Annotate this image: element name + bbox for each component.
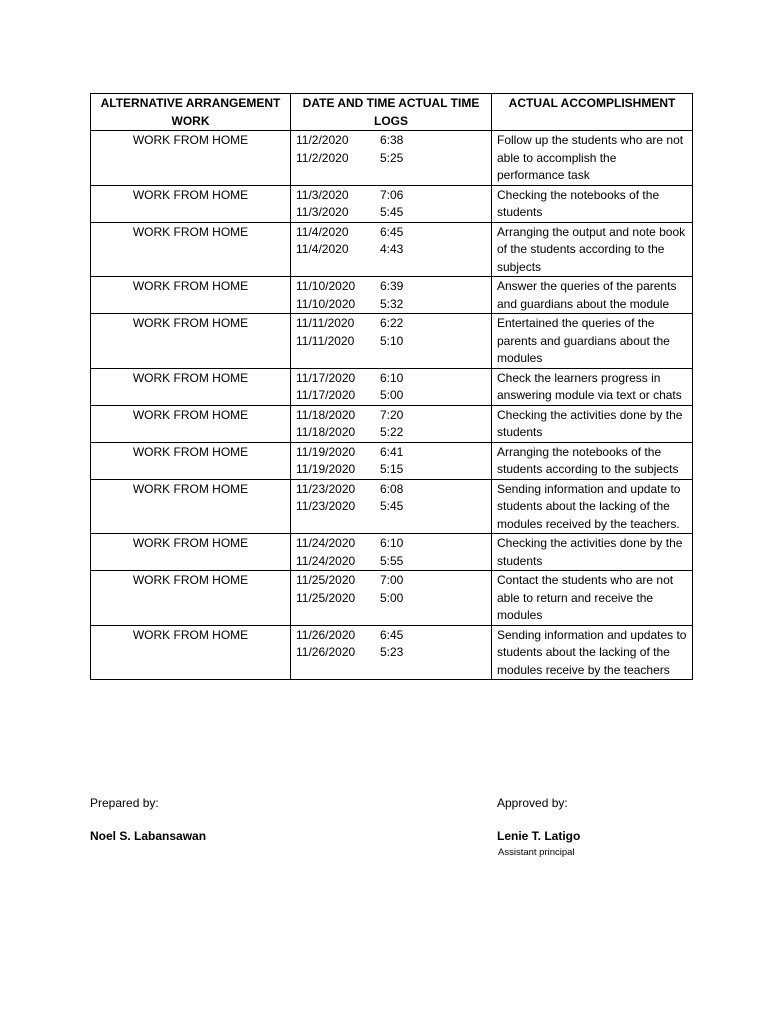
time-log-entry <box>296 572 486 590</box>
table-row <box>91 314 693 369</box>
log-time: 5:45 <box>380 499 404 513</box>
table-row <box>91 534 693 571</box>
arrangement-cell: WORK FROM HOME <box>91 131 291 186</box>
header-date-time: DATE AND TIME ACTUAL TIME LOGS <box>291 94 492 131</box>
log-time: 6:10 <box>380 536 404 550</box>
table-row <box>91 571 693 626</box>
log-date: 11/25/2020 <box>296 573 356 587</box>
log-time: 7:06 <box>380 187 404 202</box>
accomplishment-cell: Sending information and updates to students about the lacking of the modules receive by the teachers <box>492 625 693 680</box>
approved-by-name: Lenie T. Latigo <box>497 829 581 843</box>
log-date: 11/26/2020 <box>296 627 356 642</box>
time-log-entry <box>296 461 486 479</box>
table-row <box>91 479 693 534</box>
log-date: 11/18/2020 <box>296 425 356 439</box>
log-time: 5:00 <box>380 590 404 605</box>
accomplishment-cell: Checking the activities done by the students <box>492 534 693 571</box>
arrangement-cell: WORK FROM HOME <box>91 405 291 442</box>
time-log-entry <box>296 407 486 425</box>
log-date: 11/3/2020 <box>296 205 349 219</box>
time-log-entry <box>296 387 486 405</box>
time-log-entry <box>296 150 486 168</box>
approved-by-title: Assistant principal <box>498 847 575 858</box>
accomplishment-cell: Checking the notebooks of the students <box>492 185 693 222</box>
log-date: 11/19/2020 <box>296 462 356 476</box>
log-date: 11/4/2020 <box>296 224 349 239</box>
time-log-entry <box>296 481 486 499</box>
log-date: 11/19/2020 <box>296 444 356 459</box>
time-log-cell <box>291 185 492 222</box>
time-log-entry <box>296 370 486 388</box>
table-row <box>91 368 693 405</box>
time-log-entry <box>296 444 486 462</box>
log-time: 6:39 <box>380 279 404 293</box>
time-log-cell <box>291 405 492 442</box>
accomplishment-cell: Follow up the students who are not able to accomplish the performance task <box>492 131 693 186</box>
log-date: 11/2/2020 <box>296 150 349 165</box>
table-row <box>91 131 693 186</box>
table-body <box>91 131 693 680</box>
time-log-cell <box>291 442 492 479</box>
log-time: 7:20 <box>380 407 404 422</box>
log-date: 11/23/2020 <box>296 481 356 496</box>
accomplishment-cell: Entertained the queries of the parents and guardians about the modules <box>492 314 693 369</box>
time-log-entry <box>296 644 486 662</box>
time-log-entry <box>296 424 486 442</box>
arrangement-cell: WORK FROM HOME <box>91 314 291 369</box>
log-time: 6:10 <box>380 370 404 385</box>
time-log-cell <box>291 625 492 680</box>
log-time: 6:41 <box>380 444 404 459</box>
log-date: 11/17/2020 <box>296 388 356 402</box>
log-date: 11/11/2020 <box>296 333 355 348</box>
log-date: 11/17/2020 <box>296 370 356 385</box>
arrangement-cell: WORK FROM HOME <box>91 571 291 626</box>
table-row <box>91 405 693 442</box>
log-date: 11/11/2020 <box>296 316 355 330</box>
table-row <box>91 277 693 314</box>
log-date: 11/18/2020 <box>296 407 356 422</box>
time-log-entry <box>296 296 486 314</box>
log-date: 11/25/2020 <box>296 590 356 605</box>
log-time: 4:43 <box>380 242 404 256</box>
arrangement-cell: WORK FROM HOME <box>91 277 291 314</box>
prepared-by-label: Prepared by: <box>90 796 159 810</box>
time-log-cell <box>291 479 492 534</box>
log-date: 11/10/2020 <box>296 296 356 311</box>
accomplishment-cell: Checking the activities done by the students <box>492 405 693 442</box>
log-time: 6:45 <box>380 224 404 239</box>
accomplishment-cell: Answer the queries of the parents and guardians about the module <box>492 277 693 314</box>
accomplishment-cell: Sending information and update to students about the lacking of the modules received by the teachers. <box>492 479 693 534</box>
log-time: 5:10 <box>380 333 404 348</box>
log-time: 6:38 <box>380 133 404 147</box>
log-date: 11/24/2020 <box>296 553 356 568</box>
time-log-entry <box>296 315 486 333</box>
time-log-entry <box>296 224 486 242</box>
arrangement-cell: WORK FROM HOME <box>91 368 291 405</box>
time-log-entry <box>296 498 486 516</box>
log-time: 5:15 <box>380 462 404 476</box>
accomplishment-cell: Check the learners progress in answering module via text or chats <box>492 368 693 405</box>
time-log-entry <box>296 627 486 645</box>
arrangement-cell: WORK FROM HOME <box>91 479 291 534</box>
time-log-entry <box>296 590 486 608</box>
log-time: 5:25 <box>380 150 404 165</box>
table-row <box>91 185 693 222</box>
table-row <box>91 625 693 680</box>
time-log-cell <box>291 277 492 314</box>
time-log-table <box>90 93 693 680</box>
time-log-cell <box>291 131 492 186</box>
time-log-entry <box>296 132 486 150</box>
table-header-row <box>91 94 693 131</box>
time-log-cell <box>291 222 492 277</box>
log-date: 11/23/2020 <box>296 499 356 513</box>
log-time: 7:00 <box>380 573 404 587</box>
table-row <box>91 222 693 277</box>
approved-by-label: Approved by: <box>497 796 568 810</box>
time-log-entry <box>296 553 486 571</box>
accomplishment-cell: Arranging the output and note book of the students according to the subjects <box>492 222 693 277</box>
log-time: 5:55 <box>380 553 404 568</box>
log-time: 5:23 <box>380 645 404 659</box>
log-time: 5:32 <box>380 296 404 311</box>
time-log-entry <box>296 187 486 205</box>
time-log-cell <box>291 534 492 571</box>
log-date: 11/26/2020 <box>296 645 356 659</box>
arrangement-cell: WORK FROM HOME <box>91 534 291 571</box>
log-date: 11/10/2020 <box>296 279 356 293</box>
time-log-cell <box>291 571 492 626</box>
log-time: 6:22 <box>380 316 404 330</box>
time-log-entry <box>296 278 486 296</box>
time-log-entry <box>296 241 486 259</box>
log-date: 11/2/2020 <box>296 133 349 147</box>
log-date: 11/3/2020 <box>296 187 349 202</box>
prepared-by-name: Noel S. Labansawan <box>90 829 207 843</box>
log-date: 11/24/2020 <box>296 536 356 550</box>
time-log-entry <box>296 535 486 553</box>
time-log-cell <box>291 314 492 369</box>
arrangement-cell: WORK FROM HOME <box>91 222 291 277</box>
log-date: 11/4/2020 <box>296 242 349 256</box>
log-time: 6:45 <box>380 627 404 642</box>
arrangement-cell: WORK FROM HOME <box>91 185 291 222</box>
header-arrangement: ALTERNATIVE ARRANGEMENT WORK <box>91 94 291 131</box>
time-log-entry <box>296 333 486 351</box>
header-accomplishment: ACTUAL ACCOMPLISHMENT <box>492 94 693 131</box>
accomplishment-cell: Contact the students who are not able to return and receive the modules <box>492 571 693 626</box>
arrangement-cell: WORK FROM HOME <box>91 442 291 479</box>
log-time: 5:45 <box>380 205 404 219</box>
log-time: 5:00 <box>380 388 404 402</box>
time-log-cell <box>291 368 492 405</box>
accomplishment-cell: Arranging the notebooks of the students according to the subjects <box>492 442 693 479</box>
table-row <box>91 442 693 479</box>
log-time: 6:08 <box>380 481 404 496</box>
arrangement-cell: WORK FROM HOME <box>91 625 291 680</box>
log-time: 5:22 <box>380 425 404 439</box>
time-log-entry <box>296 204 486 222</box>
